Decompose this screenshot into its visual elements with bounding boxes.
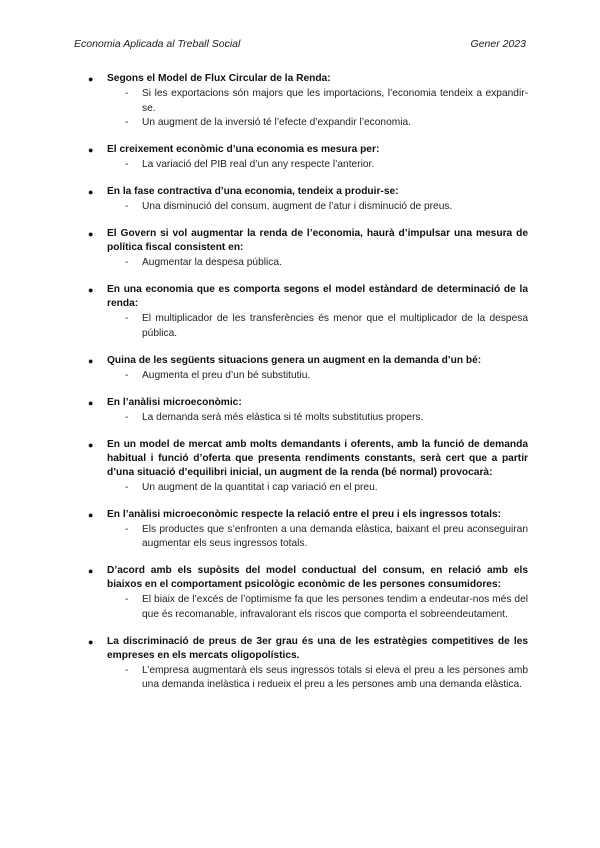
question-item bbox=[90, 227, 528, 271]
header-date: Gener 2023 bbox=[470, 38, 526, 50]
question-item bbox=[90, 143, 528, 173]
answer-list bbox=[90, 369, 528, 384]
bullet-icon: ● bbox=[88, 509, 94, 520]
dash-icon: - bbox=[125, 88, 129, 99]
answer-text: El multiplicador de les transferències és menor que el multiplicador de la despesa pública. bbox=[142, 313, 528, 339]
dash-icon: - bbox=[125, 594, 129, 605]
question-item bbox=[90, 354, 528, 384]
dash-icon: - bbox=[125, 117, 129, 128]
question-item bbox=[90, 438, 528, 496]
answer-text: El biaix de l’excés de l’optimisme fa que les persones tendim a endeutar-nos més del que és recomanable, infravalorant els riscos que comporta el sobreendeutament. bbox=[142, 594, 528, 620]
dash-icon: - bbox=[125, 257, 129, 268]
bullet-icon: ● bbox=[88, 355, 94, 366]
bullet-icon: ● bbox=[88, 566, 94, 576]
answer-list bbox=[90, 200, 528, 215]
answer-list bbox=[90, 664, 528, 693]
answer-item bbox=[125, 116, 528, 131]
dash-icon: - bbox=[125, 523, 129, 535]
answer-text: La variació del PIB real d’un any respecte l’anterior. bbox=[142, 159, 375, 170]
question-item bbox=[90, 564, 528, 622]
answer-item bbox=[125, 411, 528, 426]
answer-item bbox=[125, 593, 528, 622]
dash-icon: - bbox=[125, 369, 129, 381]
answer-item bbox=[125, 200, 528, 215]
bullet-icon: ● bbox=[88, 439, 94, 450]
question-text: Segons el Model de Flux Circular de la Renda: bbox=[107, 73, 331, 84]
answer-text: Augmentar la despesa pública. bbox=[142, 257, 282, 268]
answer-list bbox=[90, 256, 528, 271]
answer-item bbox=[125, 87, 528, 116]
answer-text: Els productes que s’enfronten a una demanda elàstica, baixant el preu aconseguiran augmentar els seus ingressos totals. bbox=[142, 523, 528, 549]
dash-icon: - bbox=[125, 411, 129, 423]
answer-item bbox=[125, 664, 528, 693]
question-text: El Govern si vol augmentar la renda de l’economia, haurà d’impulsar una mesura de política fiscal consistent en: bbox=[107, 228, 528, 253]
dash-icon: - bbox=[125, 481, 129, 493]
answer-text: La demanda serà més elàstica si té molts substitutius propers. bbox=[142, 411, 424, 423]
dash-icon: - bbox=[125, 664, 129, 676]
question-text: D’acord amb els supòsits del model conductual del consum, en relació amb els biaixos en el comportament psicològic econòmic de les persones consumidores: bbox=[107, 565, 528, 590]
answer-text: Un augment de la quantitat i cap variació en el preu. bbox=[142, 481, 378, 493]
question-list bbox=[90, 72, 528, 705]
dash-icon: - bbox=[125, 201, 129, 212]
answer-item bbox=[125, 158, 528, 173]
bullet-icon: ● bbox=[88, 145, 94, 155]
answer-list bbox=[90, 523, 528, 552]
answer-item bbox=[125, 481, 528, 496]
question-text: Quina de les següents situacions genera un augment en la demanda d’un bé: bbox=[107, 354, 482, 366]
dash-icon: - bbox=[125, 313, 129, 324]
bullet-icon: ● bbox=[88, 74, 94, 84]
answer-list bbox=[90, 411, 528, 426]
bullet-icon: ● bbox=[88, 636, 94, 647]
question-item bbox=[90, 635, 528, 693]
answer-text: Un augment de la inversió té l’efecte d’expandir l’economia. bbox=[142, 117, 411, 128]
answer-item bbox=[125, 256, 528, 271]
answer-item bbox=[125, 523, 528, 552]
answer-list bbox=[90, 593, 528, 622]
bullet-icon: ● bbox=[88, 187, 94, 197]
page-header bbox=[74, 38, 526, 50]
bullet-icon: ● bbox=[88, 397, 94, 408]
answer-list bbox=[90, 158, 528, 173]
answer-item bbox=[125, 369, 528, 384]
question-item bbox=[90, 185, 528, 215]
question-text: El creixement econòmic d’una economia es mesura per: bbox=[107, 144, 380, 155]
question-text: En la fase contractiva d’una economia, tendeix a produir-se: bbox=[107, 186, 399, 197]
question-text: En un model de mercat amb molts demandants i oferents, amb la funció de demanda habitual i funció d’oferta que presenta rendiments constants, serà cert que a partir d’una situació d’equilibri inicial, un augment de la renda (bé normal) provocarà: bbox=[107, 438, 528, 478]
dash-icon: - bbox=[125, 159, 129, 170]
answer-text: Si les exportacions són majors que les importacions, l’economia tendeix a expandir-se. bbox=[142, 88, 528, 114]
question-item bbox=[90, 283, 528, 341]
answer-list bbox=[90, 312, 528, 341]
bullet-icon: ● bbox=[88, 285, 94, 295]
answer-list bbox=[90, 87, 528, 131]
question-text: En l’anàlisi microeconòmic respecte la relació entre el preu i els ingressos totals: bbox=[107, 508, 502, 520]
question-item bbox=[90, 396, 528, 426]
answer-item bbox=[125, 312, 528, 341]
answer-list bbox=[90, 481, 528, 496]
question-item bbox=[90, 508, 528, 552]
question-item bbox=[90, 72, 528, 131]
answer-text: Una disminució del consum, augment de l’atur i disminució de preus. bbox=[142, 201, 453, 212]
course-title: Economia Aplicada al Treball Social bbox=[74, 38, 241, 50]
answer-text: Augmenta el preu d’un bé substitutiu. bbox=[142, 369, 311, 381]
question-text: En una economia que es comporta segons el model estàndard de determinació de la renda: bbox=[107, 284, 528, 309]
question-text: La discriminació de preus de 3er grau és una de les estratègies competitives de les empreses en els mercats oligopolístics. bbox=[107, 635, 528, 661]
answer-text: L’empresa augmentarà els seus ingressos totals si eleva el preu a les persones amb una demanda inelàstica i redueix el preu a les persones amb una demanda elàstica. bbox=[142, 664, 528, 690]
question-text: En l’anàlisi microeconòmic: bbox=[107, 396, 242, 408]
bullet-icon: ● bbox=[88, 229, 94, 239]
